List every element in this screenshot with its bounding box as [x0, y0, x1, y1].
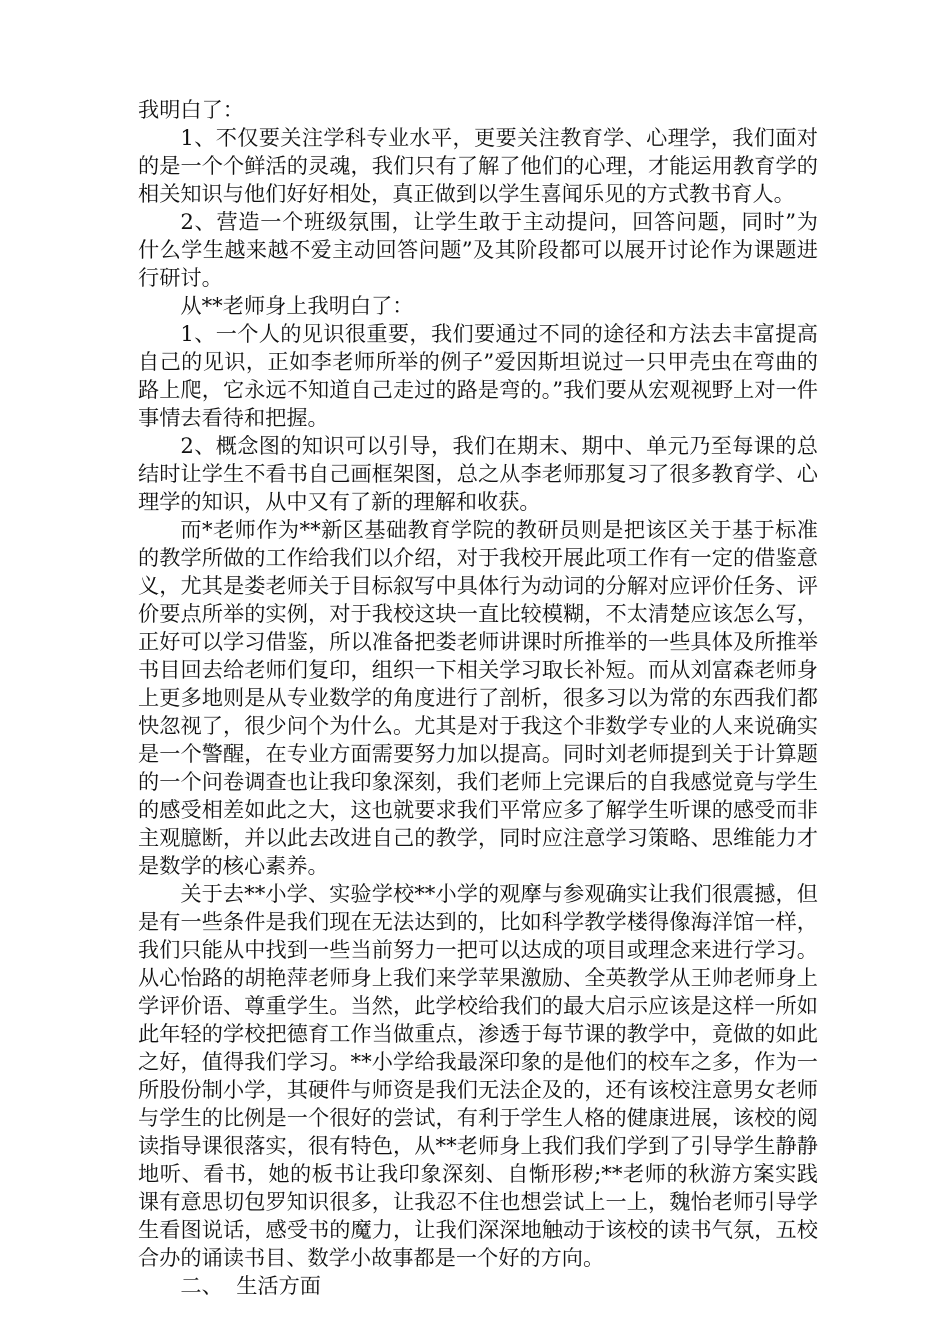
- paragraph-school-visit: 关于去**小学、实验学校**小学的观摩与参观确实让我们很震撼，但是有一些条件是我们现在无法达到的，比如科学教学楼得像海洋馆一样，我们只能从中找到一些当前努力一把可以达成的项目或理念来进行学习。从心怡路的胡艳萍老师身上我们来学苹果激励、全英教学从王帅老师身上学评价语、尊重学生。当然，此学校给我们的最大启示应该是这样一所如此年轻的学校把德育工作当做重点，渗透于每节课的教学中，竟做的如此之好，值得我们学习。**小学给我最深印象的是他们的校车之多，作为一所股份制小学，其硬件与师资是我们无法企及的，还有该校注意男女老师与学生的比例是一个很好的尝试，有利于学生人格的健康进展，该校的阅读指导课很落实，很有特色，从**老师身上我们我们学到了引导学生静静地听、看书，她的板书让我印象深刻、自惭形秽;**老师的秋游方案实践课有意思切包罗知识很多，让我忍不住也想尝试上一上，魏怡老师引导学生看图说话，感受书的魔力，让我们深深地触动于该校的读书气氛，五校合办的诵读书目、数学小故事都是一个好的方向。: [138, 881, 818, 1270]
- paragraph-point-1: 1、不仅要关注学科专业水平，更要关注教育学、心理学，我们面对的是一个个鲜活的灵魂，我们只有了解了他们的心理，才能运用教育学的相关知识与他们好好相处，真正做到以学生喜闻乐见的方式教书育人。: [138, 125, 818, 206]
- paragraph-point-2: 2、营造一个班级氛围，让学生敢于主动提问，回答问题，同时”为什么学生越来越不爱主动回答问题”及其阶段都可以展开讨论作为课题进行研讨。: [138, 209, 818, 290]
- paragraph-teacher-point-2: 2、概念图的知识可以引导，我们在期末、期中、单元乃至每课的总结时让学生不看书自己画框架图，总之从李老师那复习了很多教育学、心理学的知识，从中又有了新的理解和收获。: [138, 433, 818, 514]
- document-page: [138, 96, 818, 1300]
- paragraph-teacher-intro: 从**老师身上我明白了：: [180, 293, 414, 318]
- section-heading: 二、 生活方面: [180, 1273, 321, 1298]
- paragraph-intro: 我明白了：: [138, 97, 244, 122]
- paragraph-research: 而*老师作为**新区基础教育学院的教研员则是把该区关于基于标准的教学所做的工作给我们以介绍，对于我校开展此项工作有一定的借鉴意义，尤其是娄老师关于目标叙写中具体行为动词的分解对应评价任务、评价要点所举的实例，对于我校这块一直比较模糊，不太清楚应该怎么写，正好可以学习借鉴，所以准备把娄老师讲课时所推举的一些具体及所推举书目回去给老师们复印，组织一下相关学习取长补短。而从刘富森老师身上更多地则是从专业数学的角度进行了剖析，很多习以为常的东西我们都快忽视了，很少问个为什么。尤其是对于我这个非数学专业的人来说确实是一个警醒，在专业方面需要努力加以提高。同时刘老师提到关于计算题的一个问卷调查也让我印象深刻，我们老师上完课后的自我感觉竟与学生的感受相差如此之大，这也就要求我们平常应多了解学生听课的感受而非主观臆断，并以此去改进自己的教学，同时应注意学习策略、思维能力才是数学的核心素养。: [138, 517, 818, 878]
- paragraph-teacher-point-1: 1、一个人的见识很重要，我们要通过不同的途径和方法去丰富提高自己的见识，正如李老师所举的例子”爱因斯坦说过一只甲壳虫在弯曲的路上爬，它永远不知道自己走过的路是弯的。”我们要从宏观视野上对一件事情去看待和把握。: [138, 321, 818, 430]
